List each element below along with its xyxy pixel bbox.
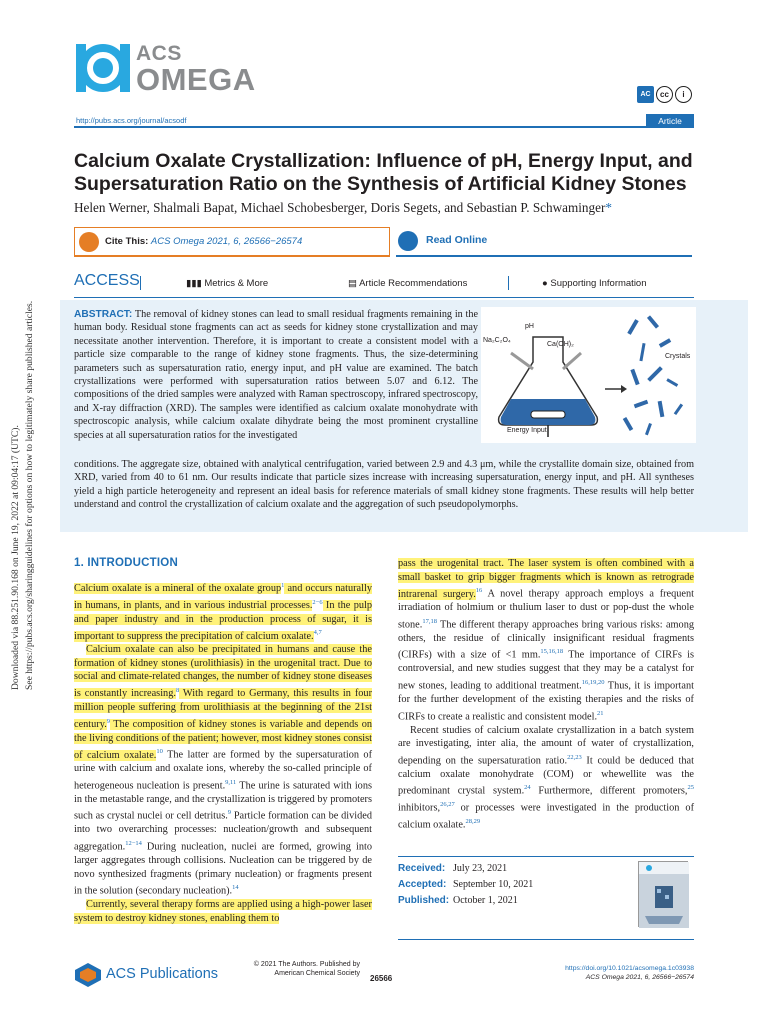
toc-label-ph: pH [525,323,534,330]
citation-reference[interactable]: 16 [475,587,483,595]
section-heading-introduction: 1. INTRODUCTION [74,557,178,569]
access-divider [508,276,509,290]
paragraph [74,643,372,898]
citation-reference[interactable]: 21 [597,709,604,717]
access-divider [140,276,141,290]
acs-emblem-icon [74,962,102,988]
download-notice [4,300,38,690]
citation-reference[interactable]: 9 [106,717,111,725]
date-row-published [398,895,518,906]
bar-chart-icon: ▮▮▮ [186,278,205,289]
citation-reference[interactable]: 9,11 [225,778,237,786]
highlighted-text: Calcium oxalate can also be precipitated in humans and cause the formation of kidney stones (urolithiasis) in the urogenital tract. Due to social and climate-related changes, the number of kidney stone diseases is constantly increasing. [74,644,372,700]
publisher-name: ACS Publications [106,966,219,982]
header-rule [74,126,694,128]
metrics-label: Metrics & More [204,278,269,289]
highlighted-text: In the pulp and paper industry and in the production process of sugar, it is important to suppress the precipitation of calcium oxalate. [74,600,372,642]
column-left [74,557,372,925]
highlighted-text: pass the urogenital tract. The laser system is often combined with a small basket to grip bigger fragments which is known as retrograde intrarenal surgery. [398,558,694,600]
citation-reference[interactable]: 22,23 [567,753,582,761]
journal-url-bar [74,115,694,128]
toc-label-crystals: Crystals [665,353,691,360]
logo-acs-text: ACS [136,42,182,65]
journal-logo[interactable] [74,42,274,97]
published-date: October 1, 2021 [453,895,518,906]
document-icon: ▤ [348,278,360,289]
read-online-box[interactable] [396,227,692,257]
paragraph [398,557,694,724]
metrics-link[interactable] [186,278,268,289]
crystallization-graphic [481,307,696,443]
body-text: It could be deduced that calcium oxalate monohydrate (COM) or whewellite was the predominant crystal system. [398,755,694,797]
supporting-info-label: Supporting Information [550,278,647,289]
citation-reference[interactable]: 15,16,18 [540,648,564,656]
copyright-notice [240,960,360,978]
footer-citation: ACS Omega 2021, 6, 26566−26574 [585,974,694,981]
copyright-line1: © 2021 The Authors. Published by [253,961,360,968]
column-right [398,557,694,832]
journal-url-link[interactable]: http://pubs.acs.org/journal/acsodf [76,116,187,125]
accepted-date: September 10, 2021 [453,879,534,890]
body-text: Furthermore, different promoters, [530,785,688,797]
page-number: 26566 [370,974,393,983]
recommendations-link[interactable] [348,278,467,289]
abstract-text [74,308,478,442]
cover-image [639,862,689,928]
published-label: Published: [398,895,450,906]
citation-reference[interactable]: 1 [281,581,285,589]
cite-text [105,236,302,247]
read-online-icon [398,231,418,251]
abstract-part1: The removal of kidney stones can lead to small residual fragments remaining in the human body. Residual stone fragments can act as seeds for kidney stone crystallization and may necessitate another intervention. Therefore, it is important to create a consistent model with a particle size comparable to the range of kidney stone fragments. Thus, the size-determining parameters such as supersaturation ratio, energy input, and pH value are examined. The batch crystallizations were performed with supersaturation ratios between 5.07 and 6.12. The compositions of the dried samples were analyzed with Raman spectroscopy, infrared spectroscopy, and X-ray diffraction (XRD). The samples were identified as calcium oxalate monohydrate with spectroscopic analysis, while calcium oxalate dihydrate being the most prominent crystalline species at all supersaturation ratios for the investigated [74,309,478,441]
attribution-icon: i [675,86,692,103]
body-text: inhibitors, [398,802,441,814]
cite-reference[interactable]: ACS Omega 2021, 6, 26566−26574 [150,236,303,247]
supporting-info-icon: ● [542,278,551,289]
citation-reference[interactable]: 4,7 [313,629,322,637]
date-row-received [398,863,507,874]
body-text: Thus, it is important for the further development of the existing therapies and the risks of CIRFs to create a realistic and consistent model. [398,680,694,723]
toc-label-energy: Energy Input [507,427,547,434]
citation-reference[interactable]: 10 [156,748,163,756]
read-online-link[interactable]: Read Online [426,234,488,246]
page-footer [74,960,694,990]
citation-reference[interactable]: 9 [227,809,232,817]
date-row-accepted [398,879,533,890]
download-notice-line2: See https://pubs.acs.org/sharingguidelines for options on how to legitimately share published articles. [24,300,35,690]
recommendations-label: Article Recommendations [359,278,468,289]
corresponding-author-mark[interactable]: * [605,200,612,215]
body-text: Particle formation can be divided into two overarching processes: nucleation/growth and subsequent aggregation. [74,810,372,853]
supporting-info-link[interactable] [542,278,647,289]
license-badges [637,86,692,103]
paragraph [398,724,694,833]
body-text: The different therapy approaches bring various risks: among others, the residue of clinically insignificant residual fragments (CIRFs) with a size of <1 mm. [398,619,694,661]
toc-label-ca: Ca(OH)₂ [547,341,574,348]
paragraph [74,579,372,644]
acs-publications-logo[interactable] [74,962,234,988]
article-title: Calcium Oxalate Crystallization: Influence of pH, Energy Input, and Supersaturation Ratio on the Synthesis of Artificial Kidney Stones [74,150,693,195]
article-dates [398,856,694,940]
citation-reference[interactable]: 25 [687,784,694,792]
creative-commons-icon: cc [656,86,673,103]
citation-reference[interactable]: 17,18 [422,617,437,625]
download-notice-line1: Downloaded via 88.251.90.168 on June 19, 2022 at 09:04:17 (UTC). [10,425,21,690]
citation-reference[interactable]: 12−14 [125,840,142,848]
access-rule [74,297,694,298]
citation-reference[interactable]: 28,29 [465,818,481,826]
acs-authorchoice-icon: AC [637,86,654,103]
citation-reference[interactable]: 26,27 [440,801,455,809]
body-text: During nucleation, nuclei are formed, growing into larger aggregates through collisions. Nucleation can be triggered by de novo synthesized fragments (primary nucleation) or fragments present in the solution (secondary nucleation). [74,841,372,897]
author-list [74,200,714,216]
highlighted-text: Calcium oxalate is a mineral of the oxalate group [74,583,282,595]
body-text: Recent studies of calcium oxalate crystallization in a batch system are investigating, inter alia, the amount of water of crystallization, depending on the supersaturation ratio. [398,724,694,767]
abstract-continuation: conditions. The aggregate size, obtained with analytical centrifugation, varied between 2.9 and 4.3 μm, while the crystallite domain size, obtained from XRD, varied from 40 to 61 nm. Our results indicate that particle sizes increase with increasing supersaturation, energy input, and pH. All syntheses yield a high particle heterogeneity and represent an ideal basis for reference materials of small kidney stone fragments. These results will help better understand and control the crystallization of calcium oxalate and the aggregation of such pseudopolymorphs. [74,459,694,511]
body-text: The urine is saturated with ions in the metastable range, and the crystallization is triggered by promoters such as crystal nuclei or cell detritus. [74,780,372,822]
citation-reference[interactable]: 24 [524,784,531,792]
body-text: A novel therapy approach employs a frequent irradiation of holmium or thulium laser to dust or pop-dust the whole stone. [398,588,695,631]
logo-omega-text: OMEGA [136,62,256,97]
highlighted-text: With regard to Germany, this results in four million people suffering from urolithiasis at the beginning of the 21st century. [74,688,373,731]
access-label: ACCESS [74,272,140,289]
citation-reference[interactable]: 14 [232,884,239,892]
citation-reference[interactable]: 2−6 [312,598,323,606]
copyright-line2: American Chemical Society [274,970,360,977]
highlighted-text: The composition of kidney stones is variable and depends on the living conditions of the patient; however, most kidney stones consist of calcium oxalate. [74,719,372,761]
received-label: Received: [398,863,446,874]
quote-icon [79,232,99,252]
highlighted-text: and occurs naturally in humans, in plants, and in various industrial processes. [74,583,372,612]
journal-cover-thumbnail[interactable] [638,861,688,927]
highlighted-text: Currently, several therapy forms are applied using a high-power laser system to destroy kidney stones, enabling them to [74,899,372,924]
article-type-tag: Article [646,114,694,128]
body-text: The importance of CIRFs is controversial, and new studies suggest that they may be a catalyst for new stones, leading to additional treatment. [398,649,694,692]
citation-reference[interactable]: 16,19,20 [581,679,605,687]
body-text: or processes were investigated in the production of calcium oxalate. [398,802,694,831]
omega-logo-icon [74,42,132,94]
author-names: Helen Werner, Shalmali Bapat, Michael Schobesberger, Doris Segets, and Sebastian P. Schwaminger [74,200,606,215]
citation-reference[interactable]: 8 [175,687,180,695]
received-date: July 23, 2021 [453,863,508,874]
body-text: The latter are formed by the supersaturation of urine with calcium and oxalate ions, whereby the so-called principle of heterogeneous nucleation is present. [74,749,373,792]
toc-label-na: Na₂C₂O₄ [483,337,511,344]
abstract-heading: ABSTRACT: [74,309,133,320]
doi-block [565,964,694,982]
accepted-label: Accepted: [398,879,447,890]
paragraph [74,898,372,925]
doi-link[interactable]: https://doi.org/10.1021/acsomega.1c03938 [565,965,694,972]
cite-label: Cite This: [105,236,149,247]
toc-graphic [481,307,696,443]
cite-this-box[interactable] [74,227,390,257]
access-bar [74,270,694,298]
